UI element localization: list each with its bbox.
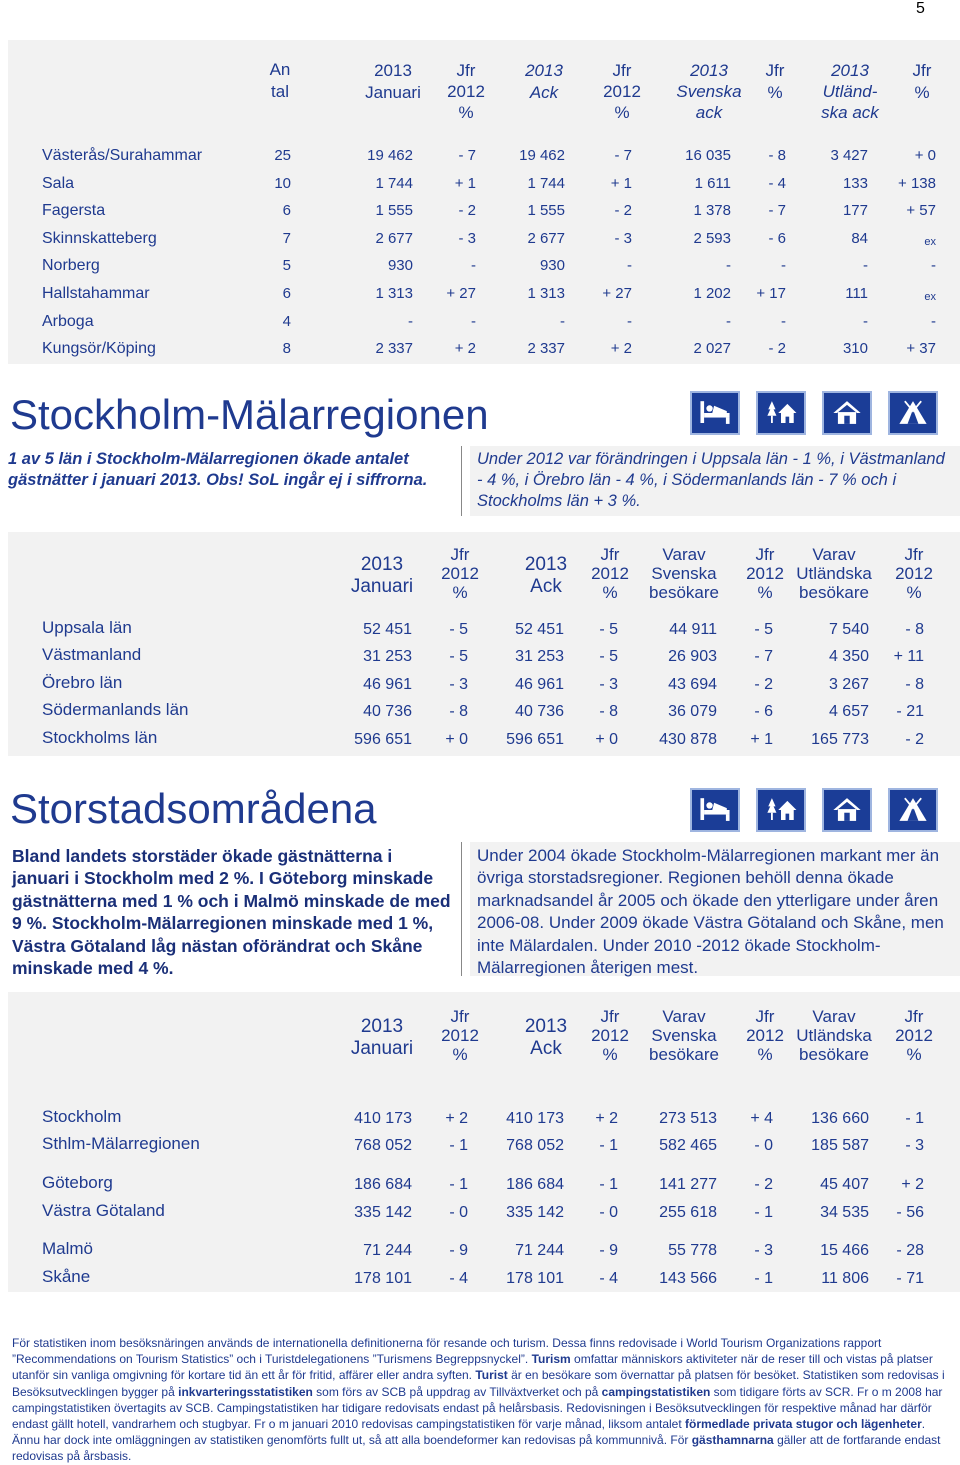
table-cell: - 5	[449, 648, 468, 665]
table-cell: - 2	[754, 676, 773, 693]
table-cell: 410 173	[506, 1110, 564, 1127]
column-header-line: 2012	[441, 564, 479, 583]
column-header-line: Utländ-	[822, 82, 878, 101]
table-cell: 1 744	[375, 174, 413, 192]
table-cell: 2 593	[693, 229, 731, 247]
row-label: Örebro län	[42, 673, 123, 692]
table-cell: + 2	[445, 1110, 468, 1127]
table-cell: 255 618	[659, 1204, 717, 1221]
bed-icon	[690, 391, 740, 435]
row-label: Göteborg	[42, 1173, 113, 1192]
table-cell: - 3	[458, 229, 476, 247]
table-cell: 165 773	[811, 731, 869, 748]
table-cell: -	[627, 257, 632, 275]
column-header-line: Jfr	[755, 1007, 775, 1026]
table-cell: 1 555	[375, 202, 413, 220]
table-cell: 2 677	[375, 229, 413, 247]
table-cell: - 1	[599, 1176, 618, 1193]
table-cell: - 2	[905, 731, 924, 748]
column-header-line: Jfr	[450, 545, 470, 564]
column-header-line: %	[767, 83, 783, 102]
column-header-line: besökare	[799, 583, 869, 602]
table-cell: -	[931, 312, 936, 330]
table-cell: 133	[842, 174, 868, 192]
table-cell: - 7	[614, 147, 632, 164]
table-cell: + 2	[901, 1176, 924, 1193]
table-cell: 3 427	[830, 147, 868, 164]
table-cell: + 11	[893, 648, 924, 665]
table-cell: 16 035	[685, 147, 731, 164]
row-label: Sala	[42, 174, 75, 192]
table-cell: + 17	[756, 285, 786, 302]
table-cell: - 7	[768, 202, 786, 220]
table-cell: -	[863, 257, 868, 275]
row-label: Västmanland	[42, 645, 142, 664]
table-cell: ex	[924, 235, 936, 248]
house-icon	[822, 391, 872, 435]
column-header-line: Varav	[662, 545, 706, 564]
table-cell: - 4	[449, 1270, 468, 1287]
row-label: Skåne	[42, 1267, 91, 1286]
column-header-line: Jfr	[755, 545, 775, 564]
column-header-line: tal	[271, 82, 289, 101]
table-cell: - 2	[768, 340, 786, 358]
table-cell: - 21	[896, 703, 924, 720]
table-cell: - 7	[754, 648, 773, 665]
table-cell: + 57	[906, 202, 936, 220]
table-cell: -	[471, 312, 476, 330]
column-header-line: 2012	[746, 564, 784, 583]
table-cell: - 2	[458, 202, 476, 220]
column-header	[858, 545, 960, 602]
table-cell: -	[781, 257, 786, 275]
table-cell: + 0	[595, 731, 618, 748]
section2-note: Under 2004 ökade Stockholm-Mälarregionen markant mer än övriga storstadsregioner. Regionen behöll denna ökade marknadsandel år 2005 och ökade den ytterligare under åren 2006-08. Under 2009 ökade Västra Götaland och Skåne, men inte Mälardalen. Under 2010 -2012 ökade Stockholm-Mälarregionen återigen mest.	[477, 846, 944, 978]
table-cell: 177	[842, 202, 868, 220]
table-cell: -	[781, 312, 786, 330]
table-cell: 2 677	[527, 229, 565, 247]
table-cell: - 0	[449, 1204, 468, 1221]
table-cell: 273 513	[659, 1110, 717, 1127]
table-cell: - 3	[599, 676, 618, 693]
table-cell: + 2	[595, 1110, 618, 1127]
table-cell: - 7	[458, 147, 476, 164]
column-header-line: Jfr	[456, 61, 476, 80]
column-header-line: 2012	[746, 1026, 784, 1045]
column-header-line: Ack	[530, 576, 562, 597]
column-header-line: Januari	[350, 576, 414, 597]
table-cell: 25	[274, 147, 291, 164]
column-header-line: Jfr	[904, 1007, 924, 1026]
footnote-text: är en besökare som övernattar på platsen för besöket. Statistiken som redovisas i Besöksutvecklingen bygger på	[12, 1368, 945, 1399]
column-header-line: Ack	[530, 1038, 562, 1059]
table-cell: + 2	[610, 340, 632, 358]
row-label: Uppsala län	[42, 618, 132, 637]
column-header-line: 2013	[690, 61, 728, 80]
table-cell: 55 778	[668, 1242, 717, 1259]
table-cell: 4 350	[828, 648, 869, 665]
footnote-text: som tidigare förts av SCR. Fr o m 2008 har campingstatistiken övertagits av SCB. Campingstatistiken har tidigare redovisats endast på helårsbasis. Redovisningen i Besöksutvecklingen för respektive månad har därför endast gällt hotell, vandrarhem och stugbyar. Fr o m januari 2010 redovisas campingstatistiken för varje månad, liksom antalet	[12, 1384, 943, 1432]
table-cell: + 1	[750, 731, 773, 748]
page-number: 5	[916, 0, 925, 17]
table-cell: -	[408, 312, 413, 330]
section-title-stockholm-malarregionen: Stockholm-Mälarregionen	[10, 391, 489, 438]
footnote-term: inkvarteringsstatistiken	[178, 1384, 313, 1399]
table-cell: -	[931, 257, 936, 275]
table-cell: 1 744	[527, 174, 565, 192]
column-header	[867, 60, 960, 104]
row-label: Stockholms län	[42, 728, 158, 747]
row-label: Stockholm	[42, 1107, 122, 1126]
footnote-term: förmedlade privata stugor och lägenheter	[685, 1417, 922, 1432]
table-cell: 930	[539, 257, 565, 275]
table-cell: + 138	[898, 174, 936, 192]
table-cell: 46 961	[515, 676, 564, 693]
row-label: Västerås/Surahammar	[42, 147, 203, 164]
table-cell: 7	[282, 229, 291, 247]
column-header-line: 2012	[447, 82, 485, 101]
table-cell: 430 878	[659, 731, 717, 748]
table-cell: 2 337	[375, 340, 413, 358]
table-cell: 335 142	[506, 1204, 564, 1221]
column-header-line: 2013	[831, 61, 869, 80]
row-label: Malmö	[42, 1239, 94, 1258]
column-header	[225, 59, 335, 103]
table-cell: 71 244	[363, 1242, 412, 1259]
column-header-line: 2012	[895, 564, 933, 583]
table-cell: 930	[387, 257, 413, 275]
column-header-line: Jfr	[450, 1007, 470, 1026]
column-header-line: Varav	[662, 1007, 706, 1026]
table-cell: + 4	[750, 1110, 773, 1127]
table-cell: 40 736	[515, 703, 564, 720]
footnote-text: omfattar människors aktiviteter när de reser till och vistas på platser utanför sin vanliga omgivning för kortare tid än ett år för fritid, affärer eller andra syften.	[12, 1352, 933, 1383]
table-cell: - 1	[754, 1204, 773, 1221]
table-cell: 36 079	[668, 703, 717, 720]
row-label: Södermanlands län	[42, 700, 189, 719]
table-cell: 11 806	[821, 1270, 869, 1287]
column-header-line: besökare	[649, 583, 719, 602]
table-cell: - 3	[905, 1137, 924, 1154]
table-cell: 43 694	[668, 676, 717, 693]
column-header-line: %	[906, 583, 922, 602]
table-cell: + 37	[906, 340, 936, 358]
column-header-line: 2012	[441, 1026, 479, 1045]
table-cell: -	[627, 312, 632, 330]
table-cell: + 2	[454, 340, 476, 358]
footnote-text: För statistiken inom besöksnäringen används de internationella definitionerna för resande och turism. Dessa finns redovisade i World Tourism Organizations rapport ”Recommendations on Tourism Statistics” och i Turistdelegationens ”Turismens Begreppsnyckel”.	[12, 1336, 882, 1367]
column-header-line: 2013	[360, 1016, 404, 1037]
table-cell: + 0	[445, 731, 468, 748]
table-cell: - 6	[768, 229, 786, 247]
table-cell: 15 466	[820, 1242, 869, 1259]
table-cell: - 1	[905, 1110, 924, 1127]
column-header-line: Ack	[529, 83, 559, 102]
column-header-line: Utländska	[796, 564, 872, 583]
table-cell: 1 555	[527, 202, 565, 220]
table-cell: 596 651	[506, 731, 564, 748]
column-header-line: 2013	[374, 61, 412, 80]
footnote-term: campingstatistiken	[601, 1384, 711, 1399]
column-header-line: Varav	[812, 545, 856, 564]
table-cell: 26 903	[668, 648, 717, 665]
column-header-line: %	[906, 1045, 922, 1064]
table-cell: - 0	[599, 1204, 618, 1221]
table-cell: - 5	[754, 621, 773, 638]
column-header-line: Jfr	[912, 61, 932, 80]
column-header-line: Utländska	[796, 1026, 872, 1045]
table-cell: - 9	[449, 1242, 468, 1259]
footnote-text: gäller att de fortfarande endast redovisas på årsbasis.	[12, 1433, 941, 1464]
column-header-line: 2013	[360, 554, 404, 575]
table-cell: -	[560, 312, 565, 330]
table-cell: 2 027	[693, 340, 731, 358]
column-header-line: 2013	[525, 61, 563, 80]
table-cell: 768 052	[354, 1137, 412, 1154]
table-cell: - 2	[614, 202, 632, 220]
column-header-line: Jfr	[612, 61, 632, 80]
table-cell: 2 337	[527, 340, 565, 358]
table-cell: - 8	[905, 621, 924, 638]
section1-summary: 1 av 5 län i Stockholm-Mälarregionen ökade antalet gästnätter i januari 2013. Obs! SoL ingår ej i siffrorna.	[8, 450, 428, 489]
table-cell: 186 684	[506, 1176, 564, 1193]
table-cell: 5	[282, 257, 291, 275]
table-cell: 6	[282, 202, 291, 220]
column-header-line: ack	[695, 103, 723, 122]
table-cell: 141 277	[659, 1176, 717, 1193]
house-icon	[822, 788, 872, 832]
table-cell: -	[471, 257, 476, 275]
divider-2	[461, 842, 462, 976]
row-label: Västra Götaland	[42, 1201, 165, 1220]
table-cell: 31 253	[363, 648, 412, 665]
table-cell: + 1	[610, 174, 632, 192]
table-cell: 52 451	[363, 621, 412, 638]
column-header-line: %	[602, 583, 618, 602]
table-cell: - 3	[449, 676, 468, 693]
table-cell: 136 660	[811, 1110, 869, 1127]
column-header-line: 2012	[895, 1026, 933, 1045]
table-cell: 34 535	[820, 1204, 869, 1221]
column-header-line: Jfr	[600, 545, 620, 564]
column-header-line: 2013	[524, 1016, 568, 1037]
column-header-line: Varav	[812, 1007, 856, 1026]
table-cell: 178 101	[506, 1270, 564, 1287]
table-cell: 45 407	[820, 1176, 869, 1193]
table-cell: - 28	[896, 1242, 924, 1259]
table-cell: 52 451	[515, 621, 564, 638]
row-label: Fagersta	[42, 202, 106, 220]
table-cell: - 1	[599, 1137, 618, 1154]
table-cell: 44 911	[669, 621, 717, 638]
table-cell: + 27	[446, 285, 476, 302]
column-header-line: Svenska	[651, 564, 717, 583]
table-cell: 310	[842, 340, 868, 358]
table-cell: 40 736	[363, 703, 412, 720]
table-cell: 8	[282, 340, 291, 358]
cabin-icon	[756, 788, 806, 832]
table-cell: - 1	[754, 1270, 773, 1287]
table-cell: 84	[851, 229, 868, 247]
column-header-line: 2012	[591, 1026, 629, 1045]
table-cell: 46 961	[363, 676, 412, 693]
column-header-line: %	[757, 583, 773, 602]
bed-icon	[690, 788, 740, 832]
tent-icon	[888, 391, 938, 435]
column-header-line: Jfr	[600, 1007, 620, 1026]
table-cell: - 4	[599, 1270, 618, 1287]
table-cell: ex	[924, 291, 936, 303]
table-cell: -	[863, 312, 868, 330]
column-header-line: Svenska	[676, 82, 742, 101]
row-label: Norberg	[42, 257, 100, 275]
table-cell: + 0	[914, 147, 936, 164]
table-cell: 10	[274, 174, 291, 192]
table-cell: + 1	[454, 174, 476, 192]
footnote-text: . Ännu har dock inte omläggningen av statistiken genomförts fullt ut, så att alla boendeformer kan redovisas på kommunnivå. För	[12, 1417, 926, 1448]
column-header-line: %	[614, 103, 630, 122]
column-header-line: %	[757, 1045, 773, 1064]
table-cell: 7 540	[828, 621, 869, 638]
table-cell: 1 313	[375, 285, 413, 302]
column-header-line: 2013	[524, 554, 568, 575]
table-cell: - 8	[599, 703, 618, 720]
table-cell: 178 101	[354, 1270, 412, 1287]
column-header-line: %	[602, 1045, 618, 1064]
column-header-line: Svenska	[651, 1026, 717, 1045]
row-label: Sthlm-Mälarregionen	[42, 1134, 200, 1153]
table-cell: - 8	[768, 147, 786, 164]
column-header-line: 2012	[591, 564, 629, 583]
column-header-line: %	[452, 1045, 468, 1064]
footnote-term: Turism	[531, 1352, 571, 1367]
column-header-line: %	[452, 583, 468, 602]
table-cell: - 4	[768, 174, 786, 192]
table-cell: 111	[845, 285, 868, 302]
column-header-line: %	[458, 103, 474, 122]
table-cell: 1 313	[527, 285, 565, 302]
column-header-line: Jfr	[904, 545, 924, 564]
table-cell: 410 173	[354, 1110, 412, 1127]
divider	[461, 446, 462, 516]
column-header-line: besökare	[649, 1045, 719, 1064]
table-cell: - 1	[449, 1176, 468, 1193]
column-header-line: An	[269, 60, 291, 79]
footnote-term: gästhamnarna	[691, 1433, 774, 1448]
table-cell: + 27	[602, 285, 632, 302]
footnote-text: som förs av SCB på uppdrag av Tillväxtverket och på	[312, 1384, 602, 1399]
column-header-line: Januari	[365, 83, 421, 102]
table-cell: -	[726, 257, 731, 275]
table-cell: 4 657	[828, 703, 869, 720]
table-cell: - 8	[905, 676, 924, 693]
table-cell: 768 052	[506, 1137, 564, 1154]
table-cell: 71 244	[515, 1242, 564, 1259]
table-cell: 31 253	[515, 648, 564, 665]
footnote-term: Turist	[475, 1368, 508, 1383]
column-header-line: %	[914, 83, 930, 102]
table-cell: - 56	[896, 1204, 924, 1221]
section1-note: Under 2012 var förändringen i Uppsala län - 1 %, i Västmanland - 4 %, i Örebro län - 4 %, i Södermanlands län - 7 % och i Stockholms län + 3 %.	[477, 450, 945, 510]
table-cell: - 9	[599, 1242, 618, 1259]
row-label: Hallstahammar	[42, 285, 150, 302]
table-cell: - 2	[754, 1176, 773, 1193]
column-header-line: Jfr	[765, 61, 785, 80]
row-label: Kungsör/Köping	[42, 340, 156, 358]
table-cell: 335 142	[354, 1204, 412, 1221]
column-header	[858, 1007, 960, 1064]
row-label: Skinnskatteberg	[42, 229, 157, 247]
table-cell: 596 651	[354, 731, 412, 748]
row-label: Arboga	[42, 312, 94, 330]
column-header-line: ska ack	[821, 103, 879, 122]
table-cell: 6	[282, 285, 291, 302]
table-cell: - 3	[754, 1242, 773, 1259]
table-cell: 143 566	[659, 1270, 717, 1287]
table-cell: - 5	[599, 648, 618, 665]
table-cell: 1 202	[693, 285, 731, 302]
column-header-line: 2012	[603, 82, 641, 101]
tent-icon	[888, 788, 938, 832]
table-cell: - 5	[449, 621, 468, 638]
table-cell: - 0	[754, 1137, 773, 1154]
table-cell: 3 267	[828, 676, 869, 693]
table-cell: 186 684	[354, 1176, 412, 1193]
section-title-storstadsomradena: Storstadsområdena	[10, 785, 377, 832]
column-header-line: Januari	[350, 1038, 414, 1059]
table-cell: - 5	[599, 621, 618, 638]
table-cell: - 71	[896, 1270, 924, 1287]
column-header-line: besökare	[799, 1045, 869, 1064]
table-cell: 4	[282, 312, 291, 330]
table-cell: 582 465	[659, 1137, 717, 1154]
table-cell: - 1	[449, 1137, 468, 1154]
table-cell: - 3	[614, 229, 632, 247]
table-cell: - 8	[449, 703, 468, 720]
table-cell: 19 462	[367, 147, 413, 164]
table-cell: 19 462	[519, 147, 565, 164]
table-cell: 185 587	[811, 1137, 869, 1154]
table-cell: -	[726, 312, 731, 330]
table-cell: 1 611	[694, 174, 731, 192]
footnote	[12, 1335, 952, 1465]
section2-summary: Bland landets storstäder ökade gästnätterna i januari i Stockholm med 2 %. I Göteborg minskade gästnätterna med 1 % och i Malmö minskade de med 9 %. Stockholm-Mälarregionen minskade med 1 %, Västra Götaland låg nästan oförändrat och Skåne minskade med 4 %.	[12, 846, 451, 979]
cabin-icon	[756, 391, 806, 435]
table-cell: - 6	[754, 703, 773, 720]
table-cell: 1 378	[693, 202, 731, 220]
